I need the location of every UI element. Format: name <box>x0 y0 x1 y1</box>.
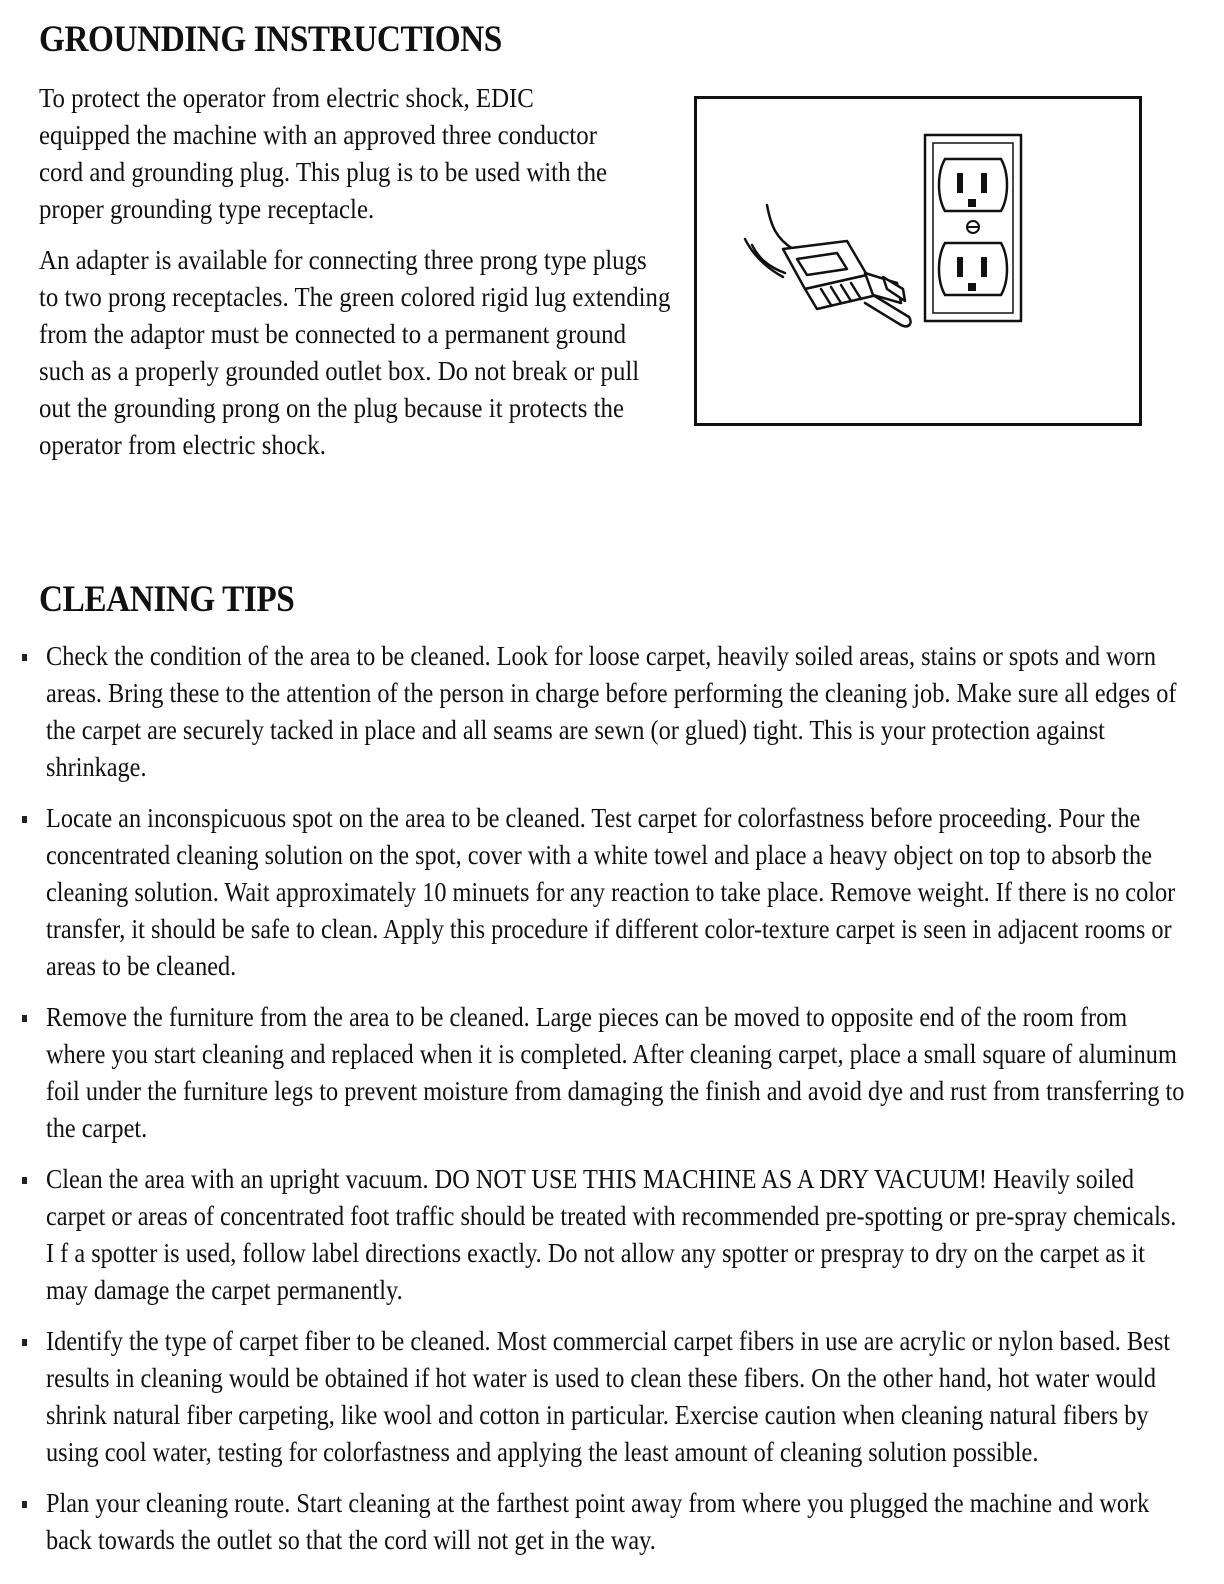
bullet-icon <box>22 1177 27 1184</box>
grounding-title: GROUNDING INSTRUCTIONS <box>39 19 502 60</box>
grounding-paragraph-1 <box>39 80 683 228</box>
bullet-icon <box>22 654 27 661</box>
cleaning-tips-list <box>22 638 1217 1573</box>
text-line: To protect the operator from electric shock, EDIC <box>39 83 534 113</box>
bullet-icon <box>22 816 27 823</box>
bullet-icon <box>22 1015 27 1022</box>
plug-icon <box>745 205 911 326</box>
plug-outlet-illustration <box>697 99 1139 423</box>
text-line: to two prong receptacles. The green colored rigid lug extending <box>39 282 671 312</box>
tip-text: Check the condition of the area to be cleaned. Look for loose carpet, heavily soiled areas, stains or spots and worn areas. Bring these to the attention of the person in charge before performing the cleaning job. Make sure all edges of the carpet are securely tacked in place and all seams are sewn (or glued) tight. This is your protection against shrinkage. <box>46 641 1177 782</box>
text-line: equipped the machine with an approved three conductor <box>39 120 598 150</box>
text-line: An adapter is available for connecting three prong type plugs <box>39 245 647 275</box>
text-line: operator from electric shock. <box>39 430 326 460</box>
cleaning-title: CLEANING TIPS <box>39 579 295 620</box>
tip-text: Remove the furniture from the area to be cleaned. Large pieces can be moved to opposite end of the room from where you start cleaning and replaced when it is completed. After cleaning carpet, place a small square of aluminum foil under the furniture legs to prevent moisture from damaging the finish and avoid dye and rust from transferring to the carpet. <box>46 1002 1185 1143</box>
text-line: proper grounding type receptacle. <box>39 194 375 224</box>
grounding-figure <box>694 96 1142 426</box>
list-item <box>22 800 1217 985</box>
tip-text: Plan your cleaning route. Start cleaning at the farthest point away from where you plugged the machine and work back towards the outlet so that the cord will not get in the way. <box>46 1488 1150 1555</box>
list-item <box>22 1323 1217 1471</box>
bullet-icon <box>22 1339 27 1346</box>
list-item <box>22 999 1217 1147</box>
tip-text: Clean the area with an upright vacuum. DO NOT USE THIS MACHINE AS A DRY VACUUM! Heavily soiled carpet or areas of concentrated foot traffic should be treated with recommended pre-spotting or pre-spray chemicals. I f a spotter is used, follow label directions exactly. Do not allow any spotter or prespray to dry on the carpet as it may damage the carpet permanently. <box>46 1164 1177 1305</box>
text-line: cord and grounding plug. This plug is to be used with the <box>39 157 608 187</box>
grounding-paragraph-2 <box>39 242 683 464</box>
text-line: out the grounding prong on the plug because it protects the <box>39 393 624 423</box>
outlet-icon <box>925 135 1021 321</box>
tip-text: Locate an inconspicuous spot on the area to be cleaned. Test carpet for colorfastness before proceeding. Pour the concentrated cleaning solution on the spot, cover with a white towel and place a heavy object on top to absorb the cleaning solution. Wait approximately 10 minuets for any reaction to take place. Remove weight. If there is no color transfer, it should be safe to clean. Apply this procedure if different color-texture carpet is seen in adjacent rooms or areas to be cleaned. <box>46 803 1176 981</box>
text-line: such as a properly grounded outlet box. Do not break or pull <box>39 356 640 386</box>
list-item <box>22 1161 1217 1309</box>
bullet-icon <box>22 1501 27 1508</box>
text-line: from the adaptor must be connected to a permanent ground <box>39 319 627 349</box>
list-item <box>22 638 1217 786</box>
list-item <box>22 1485 1217 1559</box>
tip-text: Identify the type of carpet fiber to be cleaned. Most commercial carpet fibers in use are acrylic or nylon based. Best results in cleaning would be obtained if hot water is used to clean these fibers. On the other hand, hot water would shrink natural fiber carpeting, like wool and cotton in particular. Exercise caution when cleaning natural fibers by using cool water, testing for colorfastness and applying the least amount of cleaning solution possible. <box>46 1326 1171 1467</box>
